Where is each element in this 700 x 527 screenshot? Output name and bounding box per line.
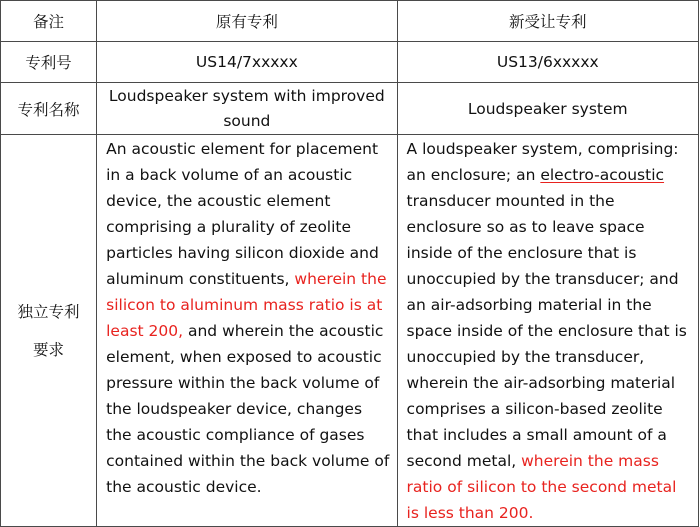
patent-name-label: 专利名称 [1, 83, 97, 135]
independent-claim-label [1, 135, 97, 527]
new-claim-text-part1: A loudspeaker system, comprising: an enclosure; an [406, 140, 679, 184]
independent-claim-label-line1: 独立专利 [17, 302, 80, 321]
patent-number-row [1, 42, 699, 83]
independent-claim-row [1, 135, 699, 527]
patent-number-label: 专利号 [1, 42, 97, 83]
new-claim-text-part2: transducer mounted in the enclosure so as to leave space inside of the enclosure that is unoccupied by the transducer; and an air-adsorbing material in the space inside of the enclosure that is unoccupied by the transducer, wherein the air-adsorbing material comprises a silicon-based zeolite that includes a small amount of a second metal, [406, 192, 687, 470]
original-patent-header: 原有专利 [97, 1, 397, 42]
new-patent-name: Loudspeaker system [397, 83, 698, 135]
original-patent-name: Loudspeaker system with improved sound [97, 83, 397, 135]
original-claim-text-part2: and wherein the acoustic element, when exposed to acoustic pressure within the back volume of the loudspeaker device, changes the acoustic compliance of gases contained within the back volume of the acoustic device. [106, 322, 390, 496]
header-row [1, 1, 699, 42]
original-independent-claim [97, 135, 397, 527]
independent-claim-label-line2: 要求 [33, 340, 65, 359]
new-independent-claim [397, 135, 698, 527]
patent-name-row [1, 83, 699, 135]
original-patent-number: US14/7xxxxx [97, 42, 397, 83]
original-claim-highlight: wherein the silicon to aluminum mass ratio is at least 200, [106, 270, 387, 340]
new-patent-header: 新受让专利 [397, 1, 698, 42]
new-patent-number: US13/6xxxxx [397, 42, 698, 83]
new-claim-highlight: wherein the mass ratio of silicon to the second metal is less than 200. [406, 452, 677, 522]
remark-header: 备注 [1, 1, 97, 42]
new-claim-underlined-term: electro-acoustic [540, 166, 665, 184]
original-claim-text-part1: An acoustic element for placement in a back volume of an acoustic device, the acoustic element comprising a plurality of zeolite particles having silicon dioxide and aluminum constituents, [106, 140, 379, 288]
